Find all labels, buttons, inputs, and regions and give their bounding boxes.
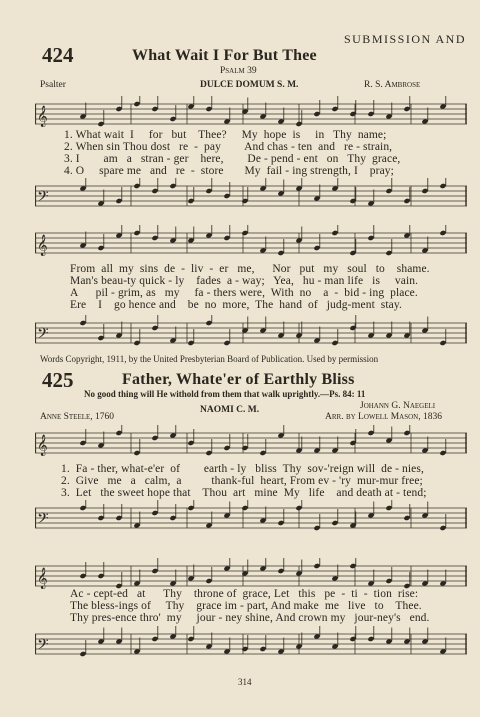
verse-line: Man's beau-ty quick - ly fades a - way; Yea, hu - man life is vain. bbox=[70, 275, 419, 287]
verse-line: 4. O spare me and re - store My fail - ing strength, I pray; bbox=[64, 165, 394, 177]
music-staff-treble bbox=[35, 225, 467, 261]
verse-block bbox=[70, 263, 430, 311]
psalm-reference: Psalm 39 bbox=[220, 66, 257, 76]
page-number: 314 bbox=[238, 677, 252, 687]
verse-block bbox=[64, 129, 400, 177]
svg-text:𝄢: 𝄢 bbox=[37, 636, 49, 657]
verse-line: The bless-ings of Thy grace im - part, And make me live to Thee. bbox=[70, 600, 422, 612]
hymn-number-424: 424 bbox=[42, 43, 74, 67]
music-staff-bass bbox=[35, 315, 467, 351]
verse-line: 3. I am a stran - ger here, De - pend - ent on Thy grace, bbox=[64, 153, 401, 165]
svg-text:𝄢: 𝄢 bbox=[37, 325, 49, 346]
verse-line: Thy pres-ence thro' my jour - ney shine, And crown my jour-ney's end. bbox=[70, 612, 430, 624]
svg-text:𝄞: 𝄞 bbox=[37, 106, 48, 127]
hymn-number-425: 425 bbox=[42, 368, 74, 392]
arranger: Arr. by Lowell Mason, 1836 bbox=[325, 412, 442, 422]
copyright-notice: Words Copyright, 1911, by the United Presbyterian Board of Publication. Used by permission bbox=[40, 354, 379, 364]
music-staff-bass bbox=[35, 626, 467, 662]
verse-line: 3. Let the sweet hope that Thou art mine My life and death at - tend; bbox=[61, 487, 427, 499]
svg-text:𝄞: 𝄞 bbox=[37, 235, 48, 256]
svg-text:𝄢: 𝄢 bbox=[37, 510, 49, 531]
music-staff-bass bbox=[35, 500, 467, 536]
text-source: Psalter bbox=[40, 80, 66, 90]
svg-text:𝄞: 𝄞 bbox=[37, 435, 48, 456]
verse-line: 1. Fa - ther, what-e'er of earth - ly bliss Thy sov-'reign will de - nies, bbox=[61, 463, 424, 475]
composer: Johann G. Naegeli bbox=[360, 401, 436, 411]
epigraph: No good thing will He withold from them that walk uprightly.—Ps. 84: 11 bbox=[84, 389, 366, 399]
verse-line: Ac - cept-ed at Thy throne of grace, Let this pe - ti - tion rise: bbox=[70, 588, 419, 600]
hymn-title-424: What Wait I For But Thee bbox=[132, 47, 317, 64]
verse-line: Ere I go hence and be no more, The hand of judg-ment stay. bbox=[70, 299, 402, 311]
composer: R. S. Ambrose bbox=[364, 80, 421, 90]
section-heading: SUBMISSION AND bbox=[343, 32, 466, 46]
music-staff-bass bbox=[35, 178, 467, 214]
hymn-title-425: Father, Whate'er of Earthly Bliss bbox=[122, 371, 355, 388]
verse-line: 1. What wait I for but Thee? My hope is in Thy name; bbox=[64, 129, 387, 141]
verse-line: A pil - grim, as my fa - thers were, With no a - bid - ing place. bbox=[70, 287, 418, 299]
text-author: Anne Steele, 1760 bbox=[40, 412, 115, 422]
verse-line: From all my sins de - liv - er me, Nor put my soul to shame. bbox=[70, 263, 430, 275]
verse-block bbox=[70, 588, 430, 624]
verse-line: 2. When sin Thou dost re - pay And chas - ten and re - strain, bbox=[64, 141, 393, 153]
svg-text:𝄞: 𝄞 bbox=[37, 568, 48, 589]
svg-text:𝄢: 𝄢 bbox=[37, 188, 49, 209]
tune-name: DULCE DOMUM S. M. bbox=[200, 80, 299, 90]
music-staff-treble bbox=[35, 96, 467, 132]
tune-name: NAOMI C. M. bbox=[200, 405, 260, 415]
music-staff-treble bbox=[35, 425, 467, 461]
verse-block bbox=[61, 463, 427, 499]
verse-line: 2. Give me a calm, a thank-ful heart, From ev - 'ry mur-mur free; bbox=[61, 475, 423, 487]
